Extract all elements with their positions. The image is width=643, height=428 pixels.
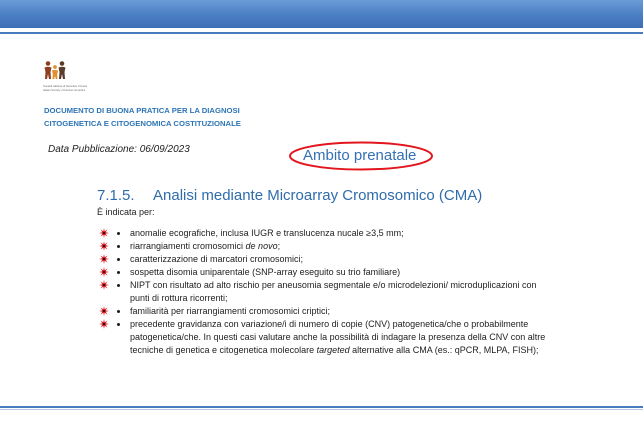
list-item-text: caratterizzazione di marcatori cromosomici; [130, 253, 304, 264]
text-segment: riarrangiamenti cromosomici [130, 240, 246, 251]
section-intro: È indicata per: [97, 206, 155, 217]
bullet-dot [117, 310, 120, 313]
text-segment: alternative alla CMA (es.: qPCR, MLPA, FISH); [349, 344, 539, 355]
list-item-text: patogenetica/che. In questi casi valutare anche la possibilità di indagare la presenza della CNV con altre [130, 331, 546, 342]
red-star-burst-icon [99, 228, 109, 238]
red-star-burst-icon [99, 241, 109, 251]
red-star-burst-icon [99, 280, 109, 290]
list-item [130, 240, 610, 253]
section-number: 7.1.5. [97, 187, 135, 204]
italic-term: targeted [316, 344, 350, 355]
publication-date: Data Pubblicazione: 06/09/2023 [48, 144, 190, 155]
footer-rule-light [0, 409, 643, 410]
indications-list [130, 227, 610, 357]
text-segment: ; [277, 240, 281, 251]
text-segment: tecniche di genetica e citogenetica molecolare [130, 344, 317, 355]
org-name-english: Italian Society of Human Genetics [43, 89, 86, 92]
list-item-text: sospetta disomia uniparentale (SNP-array eseguito su trio familiare) [130, 266, 401, 277]
red-star-burst-icon [99, 306, 109, 316]
list-item-text: familiarità per riarrangiamenti cromosomici criptici; [130, 305, 331, 316]
sigu-family-logo-icon [43, 60, 67, 82]
header-rule [0, 32, 643, 34]
bullet-dot [117, 323, 120, 326]
italic-term: de novo [245, 240, 278, 251]
scope-highlight-ellipse [287, 140, 435, 172]
list-item-text: anomalie ecografiche, inclusa IUGR e translucenza nucale ≥3,5 mm; [130, 227, 404, 238]
footer-rule [0, 406, 643, 408]
list-item [130, 318, 610, 357]
red-star-burst-icon [99, 254, 109, 264]
scope-label: Ambito prenatale [303, 146, 417, 164]
list-item-text [130, 344, 610, 357]
document-title-line-2: CITOGENETICA E CITOGENOMICA COSTITUZIONALE [44, 118, 241, 128]
bullet-dot [117, 232, 120, 235]
bullet-dot [117, 258, 120, 261]
bullet-dot [117, 245, 120, 248]
list-item [130, 279, 610, 305]
header-band [0, 0, 643, 28]
section-title: Analisi mediante Microarray Cromosomico (CMA) [153, 187, 483, 204]
list-item-text: precedente gravidanza con variazione/i di numero di copie (CNV) patogenetica/che o probabilmente [130, 318, 529, 329]
list-item [130, 266, 610, 279]
red-star-burst-icon [99, 319, 109, 329]
list-item-text [130, 240, 610, 253]
list-item [130, 253, 610, 266]
red-star-burst-icon [99, 267, 109, 277]
bullet-dot [117, 271, 120, 274]
document-title-line-1: DOCUMENTO DI BUONA PRATICA PER LA DIAGNOSI [44, 105, 240, 115]
list-item-text: punti di rottura ricorrenti; [130, 292, 228, 303]
bullet-dot [117, 284, 120, 287]
list-item [130, 227, 610, 240]
list-item-text: NIPT con risultato ad alto rischio per aneusomia segmentale e/o microdelezioni/ microduplicazioni con [130, 279, 537, 290]
list-item [130, 305, 610, 318]
org-name-italian: Società Italiana di Genetica Umana [43, 85, 87, 88]
